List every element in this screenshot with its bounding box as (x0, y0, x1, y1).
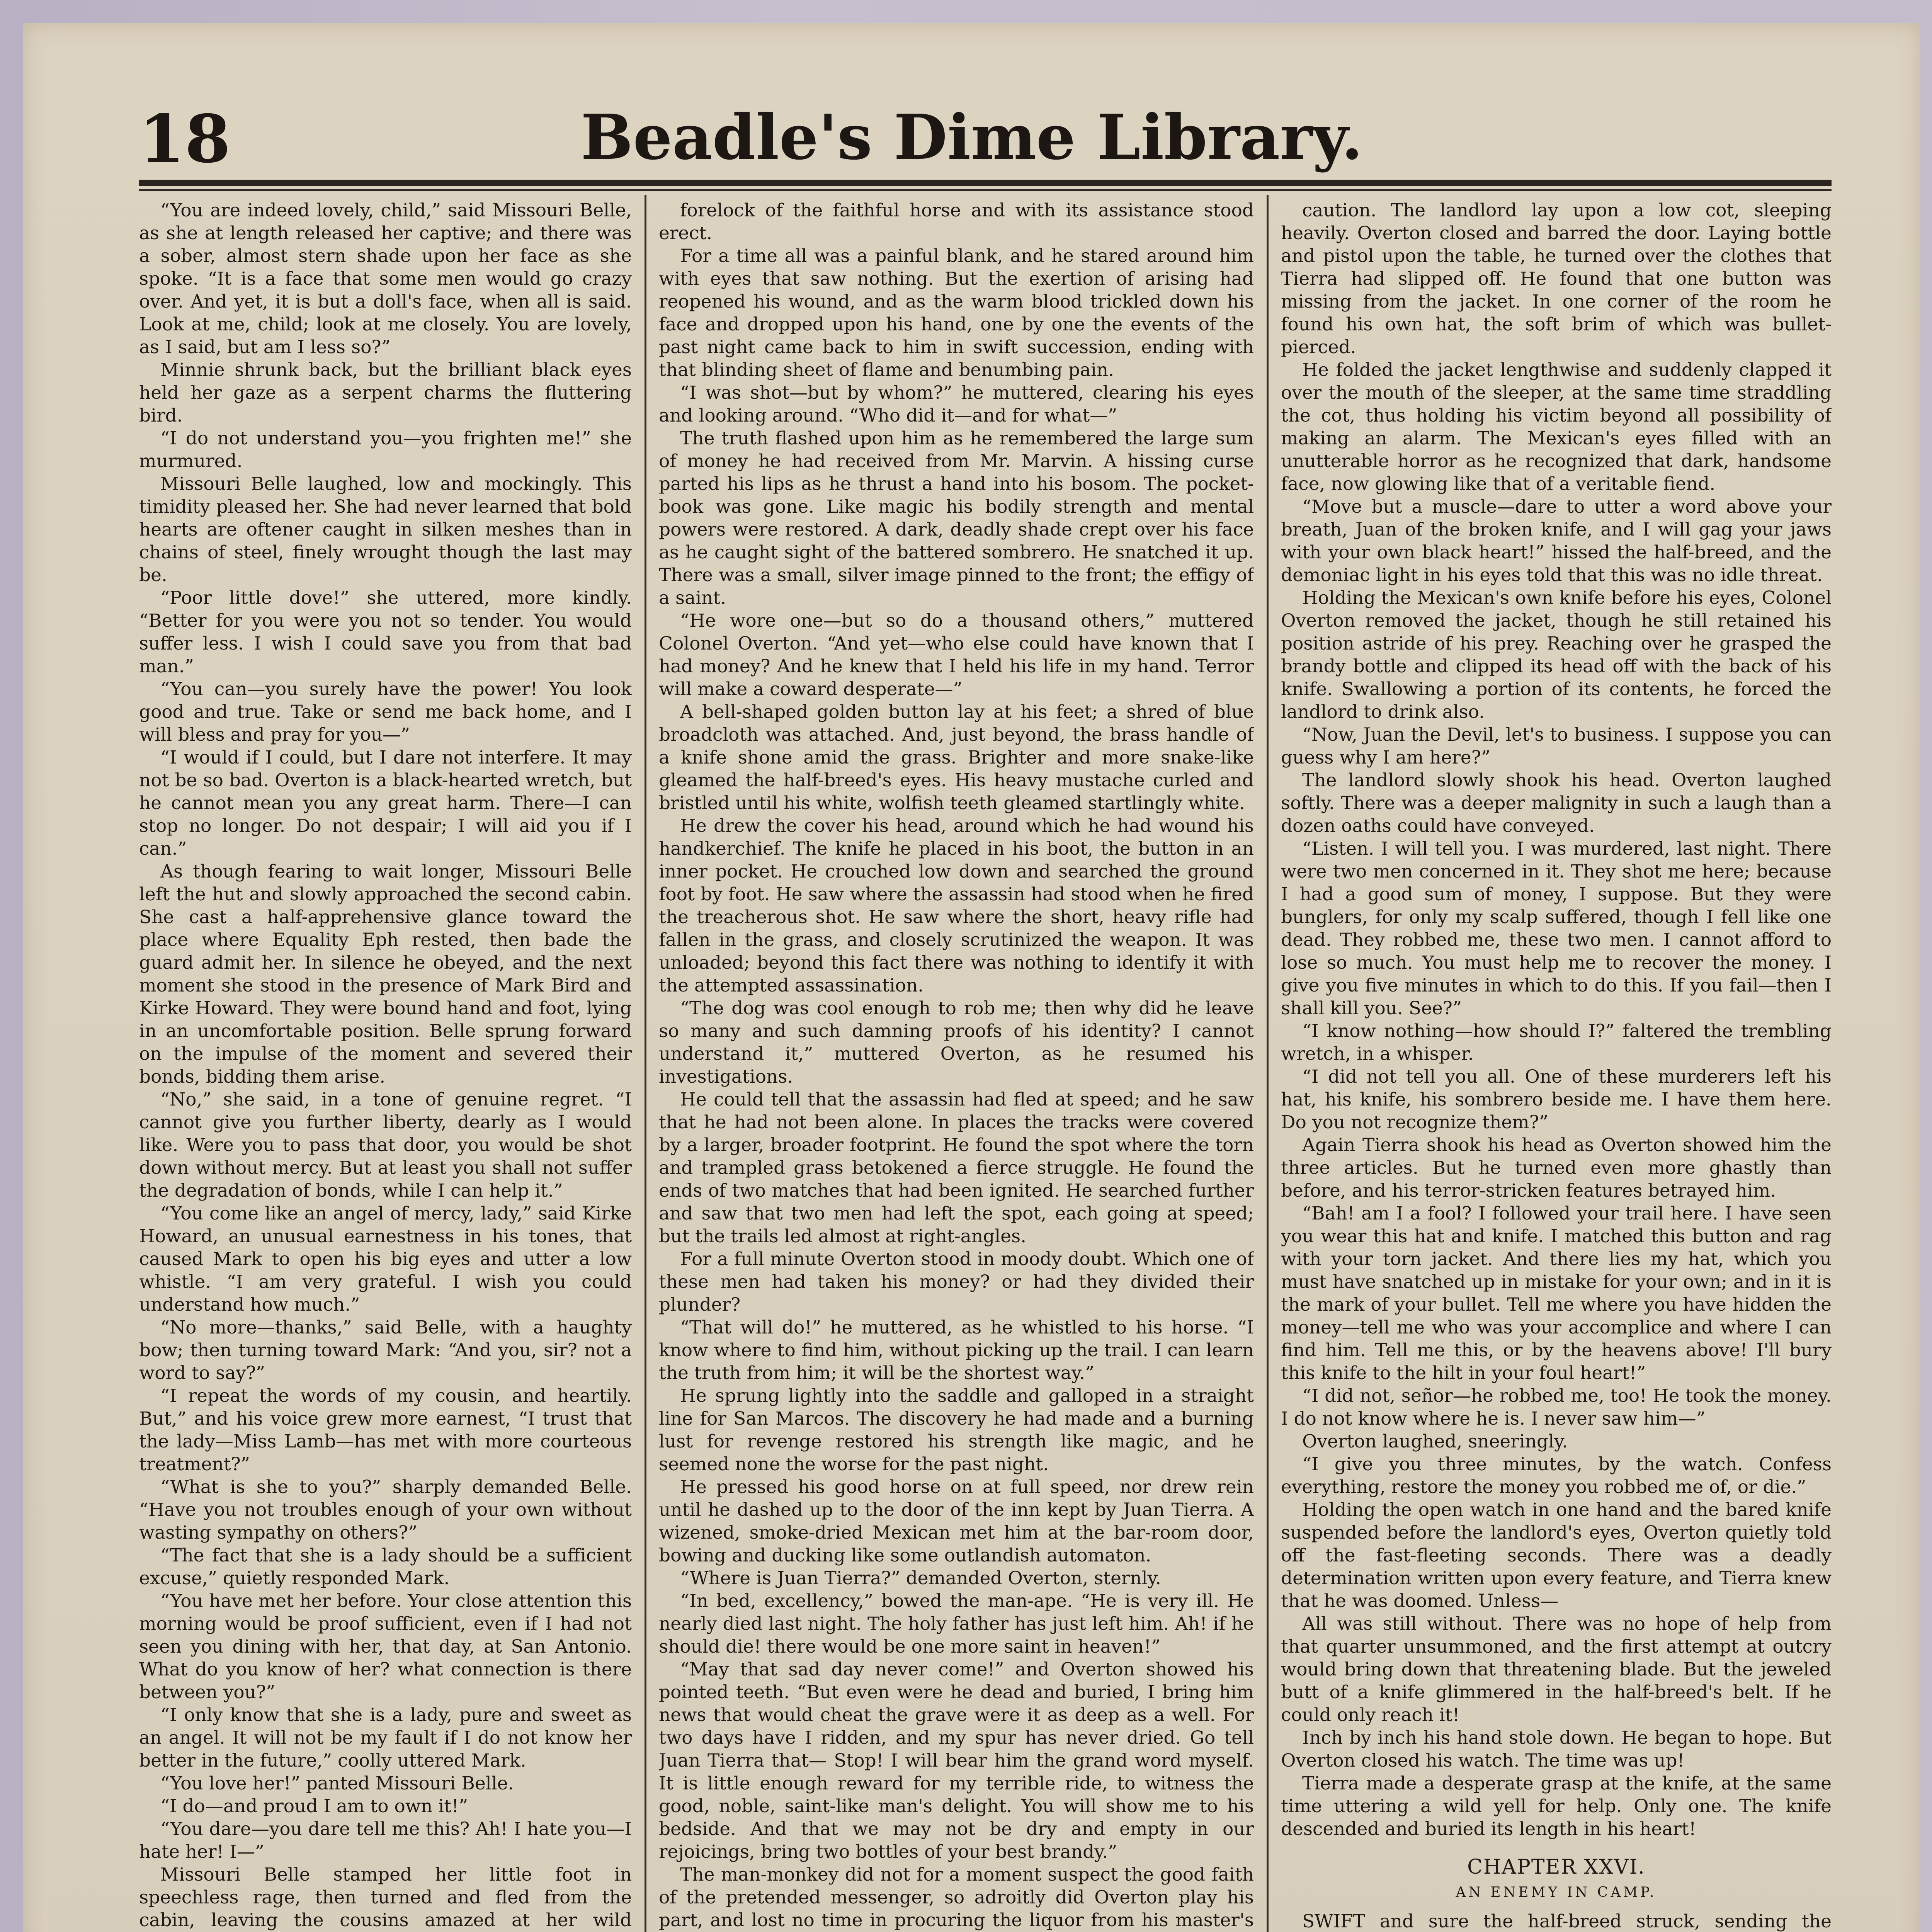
paragraph: “I do not understand you—you frighten me!” she murmured. (139, 428, 632, 472)
paragraph: Missouri Belle laughed, low and mockingly. This timidity pleased her. She had never learned that bold hearts are oftener caught in silken meshes than in chains of steel, finely wrought though the last may be. (139, 473, 632, 586)
paragraph: “Now, Juan the Devil, let's to business. I suppose you can guess why I am here?” (1281, 724, 1832, 768)
paragraph: “Bah! am I a fool? I followed your trail here. I have seen you wear this hat and knife. I matched this button and rag with your torn jacket. And there lies my hat, which you must have snatched up in mistake for your own; and in it is the mark of your bullet. Tell me where you have hidden the money—tell me who was your accomplice and where I can find him. Tell me this, or by the heavens above! I'll bury this knife to the hilt in your foul heart!” (1281, 1203, 1832, 1384)
text-column-3 (1281, 199, 1832, 1932)
paragraph: “The fact that she is a lady should be a sufficient excuse,” quietly responded Mark. (139, 1545, 632, 1589)
paragraph: forelock of the faithful horse and with its assistance stood erect. (659, 200, 1254, 244)
chapter-subtitle: AN ENEMY IN CAMP. (1456, 1884, 1657, 1900)
paragraph: “You are indeed lovely, child,” said Missouri Belle, as she at length released her captive; and there was a sober, almost stern shade upon her face as she spoke. “It is a face that some men would go crazy over. And yet, it is but a doll's face, when all is said. Look at me, child; look at me closely. You are lovely, as I said, but am I less so?” (139, 200, 632, 358)
paragraph: The man-monkey did not for a moment suspect the good faith of the pretended messenger, so adroitly did Overton play his part, and lost no time in procuring the liquor from his master's (659, 1864, 1254, 1931)
paragraph: The truth flashed upon him as he remembered the large sum of money he had received from Mr. Marvin. A hissing curse parted his lips as he thrust a hand into his bosom. The pocket-book was gone. Like magic his bodily strength and mental powers were restored. A dark, deadly shade crept over his face as he caught sight of the battered sombrero. He snatched it up. There was a small, silver image pinned to the front; the effigy of a saint. (659, 428, 1254, 609)
paragraph: For a full minute Overton stood in moody doubt. Which one of these men had taken his money? or had they divided their plunder? (659, 1248, 1254, 1315)
paragraph: “I would if I could, but I dare not interfere. It may not be so bad. Overton is a black-hearted wretch, but he cannot mean you any great harm. There—I can stop no longer. Do not despair; I will aid you if I can.” (139, 747, 632, 859)
paragraph: Holding the Mexican's own knife before his eyes, Colonel Overton removed the jacket, though he still retained his position astride of his prey. Reaching over he grasped the brandy bottle and clipped its head off with the back of his knife. Swallowing a portion of its contents, he forced the landlord to drink also. (1281, 587, 1832, 723)
paragraph: “No more—thanks,” said Belle, with a haughty bow; then turning toward Mark: “And you, sir? not a word to say?” (139, 1317, 632, 1384)
header-rule-thick (139, 180, 1832, 186)
paragraph: He folded the jacket lengthwise and suddenly clapped it over the mouth of the sleeper, at the same time straddling the cot, thus holding his victim beyond all possibility of making an alarm. The Mexican's eyes filled with an unutterable horror as he recognized that dark, handsome face, now glowing like that of a veritable fiend. (1281, 359, 1832, 495)
publication-title: Beadle's Dime Library. (581, 101, 1363, 173)
header-rule-thin (139, 189, 1832, 191)
paragraph: “Listen. I will tell you. I was murdered, last night. There were two men concerned in it. They shot me here; because I had a good sum of money, I suppose. But they were bunglers, for only my scalp suffered, though I fell like one dead. They robbed me, these two men. I cannot afford to lose so much. You must help me to recover the money. I give you five minutes in which to do this. If you fail—then I shall kill you. See?” (1281, 838, 1832, 1019)
paragraph: All was still without. There was no hope of help from that quarter unsummoned, and the first attempt at outcry would bring down that threatening blade. But the jeweled butt of a knife glimmered in the half-breed's belt. If he could only reach it! (1281, 1613, 1832, 1726)
paragraph: As though fearing to wait longer, Missouri Belle left the hut and slowly approached the second cabin. She cast a half-apprehensive glance toward the place where Equality Eph rested, then bade the guard admit her. In silence he obeyed, and the next moment she stood in the presence of Mark Bird and Kirke Howard. They were bound hand and foot, lying in an uncomfortable position. Belle sprung forward on the impulse of the moment and severed their bonds, bidding them arise. (139, 861, 632, 1087)
paragraph: “No,” she said, in a tone of genuine regret. “I cannot give you further liberty, dearly as I would like. Were you to pass that door, you would be shot down without mercy. But at least you shall not suffer the degradation of bonds, while I can help it.” (139, 1089, 632, 1201)
paragraph: “You love her!” panted Missouri Belle. (160, 1773, 514, 1794)
paragraph: Minnie shrunk back, but the brilliant black eyes held her gaze as a serpent charms the fluttering bird. (139, 359, 632, 426)
paragraph: “I did not tell you all. One of these murderers left his hat, his knife, his sombrero beside me. I have them here. Do you not recognize them?” (1281, 1066, 1832, 1133)
paragraph: Inch by inch his hand stole down. He began to hope. But Overton closed his watch. The time was up! (1281, 1727, 1832, 1771)
paragraph: “I did not, señor—he robbed me, too! He took the money. I do not know where he is. I never saw him—” (1281, 1385, 1832, 1429)
paragraph: “You have met her before. Your close attention this morning would be proof sufficient, even if I had not seen you dining with her, that day, at San Antonio. What do you know of her? what connection is there between you?” (139, 1590, 632, 1703)
paragraph: “What is she to you?” sharply demanded Belle. “Have you not troubles enough of your own without wasting sympathy on others?” (139, 1476, 632, 1543)
paragraph: “In bed, excellency,” bowed the man-ape. “He is very ill. He nearly died last night. The holy father has just left him. Ah! if he should die! there would be one more saint in heaven!” (659, 1590, 1254, 1657)
paragraph: “Move but a muscle—dare to utter a word above your breath, Juan of the broken knife, and I will gag your jaws with your own black heart!” hissed the half-breed, and the demoniac light in his eyes told that this was no idle threat. (1281, 496, 1832, 586)
paragraph: “You come like an angel of mercy, lady,” said Kirke Howard, an unusual earnestness in his tones, that caused Mark to open his big eyes and utter a low whistle. “I am very grateful. I wish you could understand how much.” (139, 1203, 632, 1315)
paragraph: He drew the cover his head, around which he had wound his handkerchief. The knife he placed in his boot, the button in an inner pocket. He crouched low down and searched the ground foot by foot. He saw where the assassin had stood when he fired the treacherous shot. He saw where the short, heavy rifle had fallen in the grass, and closely scrutinized the weapon. It was unloaded; beyond this fact there was nothing to identify it with the attempted assassination. (659, 815, 1254, 996)
paragraph: caution. The landlord lay upon a low cot, sleeping heavily. Overton closed and barred the door. Laying bottle and pistol upon the table, he turned over the clothes that Tierra had slipped off. He found that one button was missing from the jacket. In one corner of the room he found his own hat, the soft brim of which was bullet-pierced. (1281, 200, 1832, 358)
text-column-1 (139, 199, 632, 1932)
column-divider-left (645, 195, 646, 1932)
paragraph: He sprung lightly into the saddle and galloped in a straight line for San Marcos. The discovery he had made and a burning lust for revenge restored his strength like magic, and he seemed none the worse for the past night. (659, 1385, 1254, 1475)
paragraph: “That will do!” he muttered, as he whistled to his horse. “I know where to find him, without picking up the trail. I can learn the truth from him; it will be the shortest way.” (659, 1317, 1254, 1384)
paragraph: The landlord slowly shook his head. Overton laughed softly. There was a deeper malignity in such a laugh than a dozen oaths could have conveyed. (1281, 770, 1832, 837)
paragraph: SWIFT and sure the half-breed struck, sending the (1302, 1911, 1832, 1932)
paragraph: “Where is Juan Tierra?” demanded Overton, sternly. (680, 1568, 1161, 1589)
paragraph: He could tell that the assassin had fled at speed; and he saw that he had not been alone. In places the tracks were covered by a larger, broader footprint. He found the spot where the torn and trampled grass betokened a fierce struggle. He found the ends of two matches that had been ignited. He searched further and saw that two men had left the spot, each going at speed; but the trails led almost at right-angles. (659, 1089, 1254, 1247)
chapter-heading: CHAPTER XXVI. (1467, 1855, 1645, 1879)
paragraph: Missouri Belle stamped her little foot in speechless rage, then turned and fled from the cabin, leaving the cousins amazed at her wild (139, 1864, 632, 1931)
paragraph: Overton laughed, sneeringly. (1302, 1431, 1568, 1452)
paragraph: For a time all was a painful blank, and he stared around him with eyes that saw nothing. But the exertion of arising had reopened his wound, and as the warm blood trickled down his face and dropped upon his hand, one by one the events of the past night came back to him in swift succession, ending with that blinding sheet of flame and benumbing pain. (659, 245, 1254, 381)
paragraph: “You can—you surely have the power! You look good and true. Take or send me back home, and I will bless and pray for you—” (139, 679, 632, 745)
paragraph: “Poor little dove!” she uttered, more kindly. “Better for you were you not so tender. You would suffer less. I wish I could save you from that bad man.” (139, 587, 632, 677)
paragraph: “I do—and proud I am to own it!” (160, 1796, 468, 1817)
text-column-2 (659, 199, 1254, 1932)
paragraph: “You dare—you dare tell me this? Ah! I hate you—I hate her! I—” (139, 1818, 632, 1862)
page-number: 18 (139, 100, 231, 178)
paragraph: “The dog was cool enough to rob me; then why did he leave so many and such damning proofs of his identity? I cannot understand it,” muttered Overton, as he resumed his investigations. (659, 998, 1254, 1087)
paragraph: “I repeat the words of my cousin, and heartily. But,” and his voice grew more earnest, “I trust that the lady—Miss Lamb—has met with more courteous treatment?” (139, 1385, 632, 1475)
column-divider-right (1267, 195, 1269, 1932)
paragraph: Holding the open watch in one hand and the bared knife suspended before the landlord's eyes, Overton quietly told off the fast-fleeting seconds. There was a deadly determination written upon every feature, and Tierra knew that he was doomed. Unless— (1281, 1499, 1832, 1612)
paragraph: He pressed his good horse on at full speed, nor drew rein until he dashed up to the door of the inn kept by Juan Tierra. A wizened, smoke-dried Mexican met him at the bar-room door, bowing and ducking like some outlandish automaton. (659, 1476, 1254, 1566)
paragraph: “I only know that she is a lady, pure and sweet as an angel. It will not be my fault if I do not know her better in the future,” coolly uttered Mark. (139, 1704, 632, 1771)
paragraph: “May that sad day never come!” and Overton showed his pointed teeth. “But even were he dead and buried, I bring him news that would cheat the grave were it as deep as a well. For two days have I ridden, and my spur has never dried. Go tell Juan Tierra that— Stop! I will bear him the grand word myself. It is little enough reward for my terrible ride, to witness the good, noble, saint-like man's delight. You will show me to his bedside. And that we may not be dry and empty in our rejoicings, bring two bottles of your best brandy.” (659, 1659, 1254, 1862)
newspaper-sheet (23, 23, 1920, 1932)
paragraph: “He wore one—but so do a thousand others,” muttered Colonel Overton. “And yet—who else could have known that I had money? And he knew that I held his life in my hand. Terror will make a coward desperate—” (659, 610, 1254, 700)
paragraph: “I was shot—but by whom?” he muttered, clearing his eyes and looking around. “Who did it—and for what—” (659, 382, 1254, 426)
paragraph: A bell-shaped golden button lay at his feet; a shred of blue broadcloth was attached. And, just beyond, the brass handle of a knife shone amid the grass. Brighter and more snake-like gleamed the half-breed's eyes. His heavy mustache curled and bristled until his white, wolfish teeth gleamed startlingly white. (659, 701, 1254, 814)
paragraph: Again Tierra shook his head as Overton showed him the three articles. But he turned even more ghastly than before, and his terror-stricken features betrayed him. (1281, 1134, 1832, 1201)
paragraph: “I give you three minutes, by the watch. Confess everything, restore the money you robbed me of, or die.” (1281, 1454, 1832, 1498)
paragraph: “I know nothing—how should I?” faltered the trembling wretch, in a whisper. (1281, 1020, 1832, 1065)
paragraph: Tierra made a desperate grasp at the knife, at the same time uttering a wild yell for help. Only one. The knife descended and buried its length in his heart! (1281, 1773, 1832, 1840)
